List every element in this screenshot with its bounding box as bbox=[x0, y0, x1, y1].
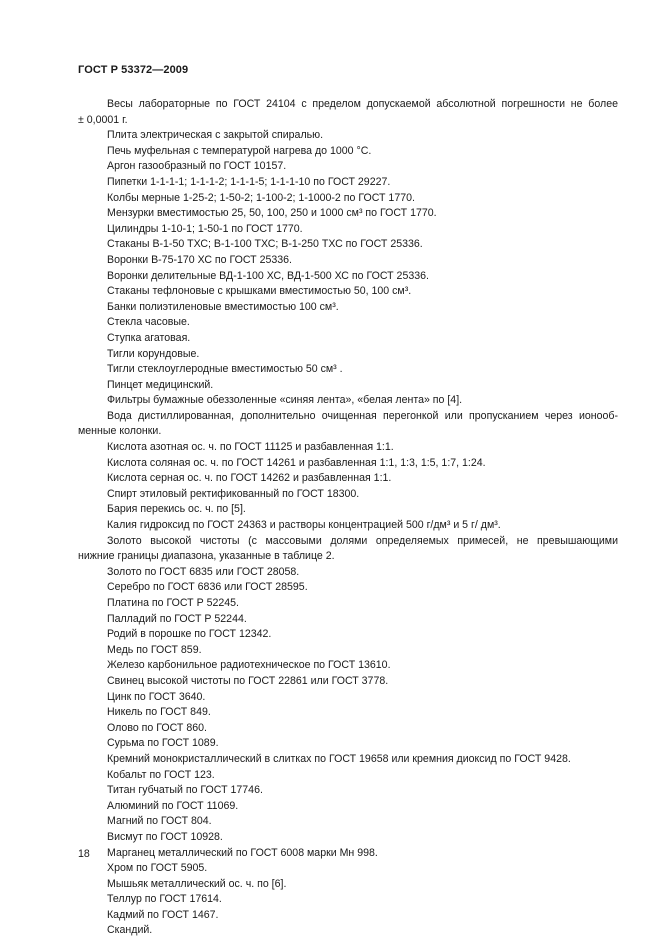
text-line: Стекла часовые. bbox=[107, 316, 190, 329]
text-line: Бария перекись ос. ч. по [5]. bbox=[107, 503, 246, 516]
text-line: Цинк по ГОСТ 3640. bbox=[107, 690, 206, 703]
text-line: Фильтры бумажные обеззоленные «синяя лента», «белая лента» по [4]. bbox=[107, 394, 463, 407]
text-line: Вода дистиллированная, дополнительно очищенная перегонкой или пропусканием через ионооб- bbox=[107, 409, 618, 422]
text-line: Печь муфельная с температурой нагрева до 1000 °С. bbox=[107, 144, 372, 157]
text-line: Банки полиэтиленовые вместимостью 100 см³. bbox=[107, 300, 339, 313]
text-line: Калия гидроксид по ГОСТ 24363 и растворы концентрацией 500 г/дм³ и 5 г/ дм³. bbox=[107, 519, 501, 532]
text-line: Платина по ГОСТ Р 52245. bbox=[107, 597, 239, 609]
text-line: Тигли корундовые. bbox=[107, 347, 200, 360]
text-line: Палладий по ГОСТ Р 52244. bbox=[107, 612, 247, 625]
text-line: Магний по ГОСТ 804. bbox=[107, 815, 212, 828]
text-line: менные колонки. bbox=[78, 425, 162, 438]
text-line: Золото по ГОСТ 6835 или ГОСТ 28058. bbox=[107, 565, 300, 578]
text-line: Цилиндры 1-10-1; 1-50-1 по ГОСТ 1770. bbox=[107, 222, 303, 235]
text-line: Ступка агатовая. bbox=[107, 331, 191, 344]
text-line: Весы лабораторные по ГОСТ 24104 с пределом допускаемой абсолютной погрешности не более bbox=[107, 98, 618, 110]
text-line: Сурьма по ГОСТ 1089. bbox=[107, 737, 219, 750]
page-number: 18 bbox=[78, 848, 90, 860]
text-line: Хром по ГОСТ 5905. bbox=[107, 862, 208, 875]
text-line: Стаканы В-1-50 ТХС; В-1-100 ТХС; В-1-250 ТХС по ГОСТ 25336. bbox=[107, 238, 423, 251]
text-line: Тигли стеклоуглеродные вместимостью 50 см³ . bbox=[107, 363, 343, 376]
text-line: Родий в порошке по ГОСТ 12342. bbox=[107, 628, 272, 641]
text-line: Мензурки вместимостью 25, 50, 100, 250 и 1000 см³ по ГОСТ 1770. bbox=[107, 207, 437, 220]
text-line: Медь по ГОСТ 859. bbox=[107, 643, 202, 656]
text-line: Скандий. bbox=[107, 924, 153, 937]
text-line: нижние границы диапазона, указанные в таблице 2. bbox=[78, 550, 335, 563]
document-body bbox=[78, 97, 618, 939]
text-line: Пинцет медицинский. bbox=[107, 378, 214, 391]
document-header: ГОСТ Р 53372—2009 bbox=[78, 64, 189, 76]
text-line: Плита электрическая с закрытой спиралью. bbox=[107, 129, 324, 142]
text-line: Марганец металлический по ГОСТ 6008 марки Мн 998. bbox=[107, 846, 378, 859]
text-line: Аргон газообразный по ГОСТ 10157. bbox=[107, 160, 287, 173]
text-line: Висмут по ГОСТ 10928. bbox=[107, 830, 223, 843]
text-line: Кремний монокристаллический в слитках по ГОСТ 19658 или кремния диоксид по ГОСТ 9428. bbox=[107, 752, 571, 765]
text-line: Воронки делительные ВД-1-100 ХС, ВД-1-500 ХС по ГОСТ 25336. bbox=[107, 269, 429, 282]
text-line: Никель по ГОСТ 849. bbox=[107, 706, 211, 719]
text-line: Спирт этиловый ректификованный по ГОСТ 18300. bbox=[107, 487, 360, 500]
text-line: Стаканы тефлоновые с крышками вместимостью 50, 100 см³. bbox=[107, 285, 412, 298]
text-line: Колбы мерные 1-25-2; 1-50-2; 1-100-2; 1-1000-2 по ГОСТ 1770. bbox=[107, 191, 415, 204]
text-line: Серебро по ГОСТ 6836 или ГОСТ 28595. bbox=[107, 581, 308, 594]
text-line: Алюминий по ГОСТ 11069. bbox=[107, 799, 239, 812]
text-line: Титан губчатый по ГОСТ 17746. bbox=[107, 784, 263, 797]
text-line: Золото высокой чистоты (с массовыми долями определяемых примесей, не превышающими bbox=[107, 534, 618, 547]
text-line: Кадмий по ГОСТ 1467. bbox=[107, 908, 219, 921]
text-line: Свинец высокой чистоты по ГОСТ 22861 или ГОСТ 3778. bbox=[107, 674, 389, 687]
text-line: Мышьяк металлический ос. ч. по [6]. bbox=[107, 877, 287, 890]
text-line: Кислота соляная ос. ч. по ГОСТ 14261 и разбавленная 1:1, 1:3, 1:5, 1:7, 1:24. bbox=[107, 456, 486, 469]
text-line: Кислота серная ос. ч. по ГОСТ 14262 и разбавленная 1:1. bbox=[107, 472, 392, 485]
text-line: Пипетки 1-1-1-1; 1-1-1-2; 1-1-1-5; 1-1-1-10 по ГОСТ 29227. bbox=[107, 175, 391, 188]
text-line: Железо карбонильное радиотехническое по ГОСТ 13610. bbox=[107, 659, 391, 672]
text-line: ± 0,0001 г. bbox=[78, 113, 128, 126]
text-line: Воронки В-75-170 ХС по ГОСТ 25336. bbox=[107, 253, 292, 266]
text-line: Теллур по ГОСТ 17614. bbox=[107, 893, 222, 906]
text-line: Олово по ГОСТ 860. bbox=[107, 721, 207, 734]
text-line: Кислота азотная ос. ч. по ГОСТ 11125 и разбавленная 1:1. bbox=[107, 441, 394, 454]
text-line: Кобальт по ГОСТ 123. bbox=[107, 768, 215, 781]
